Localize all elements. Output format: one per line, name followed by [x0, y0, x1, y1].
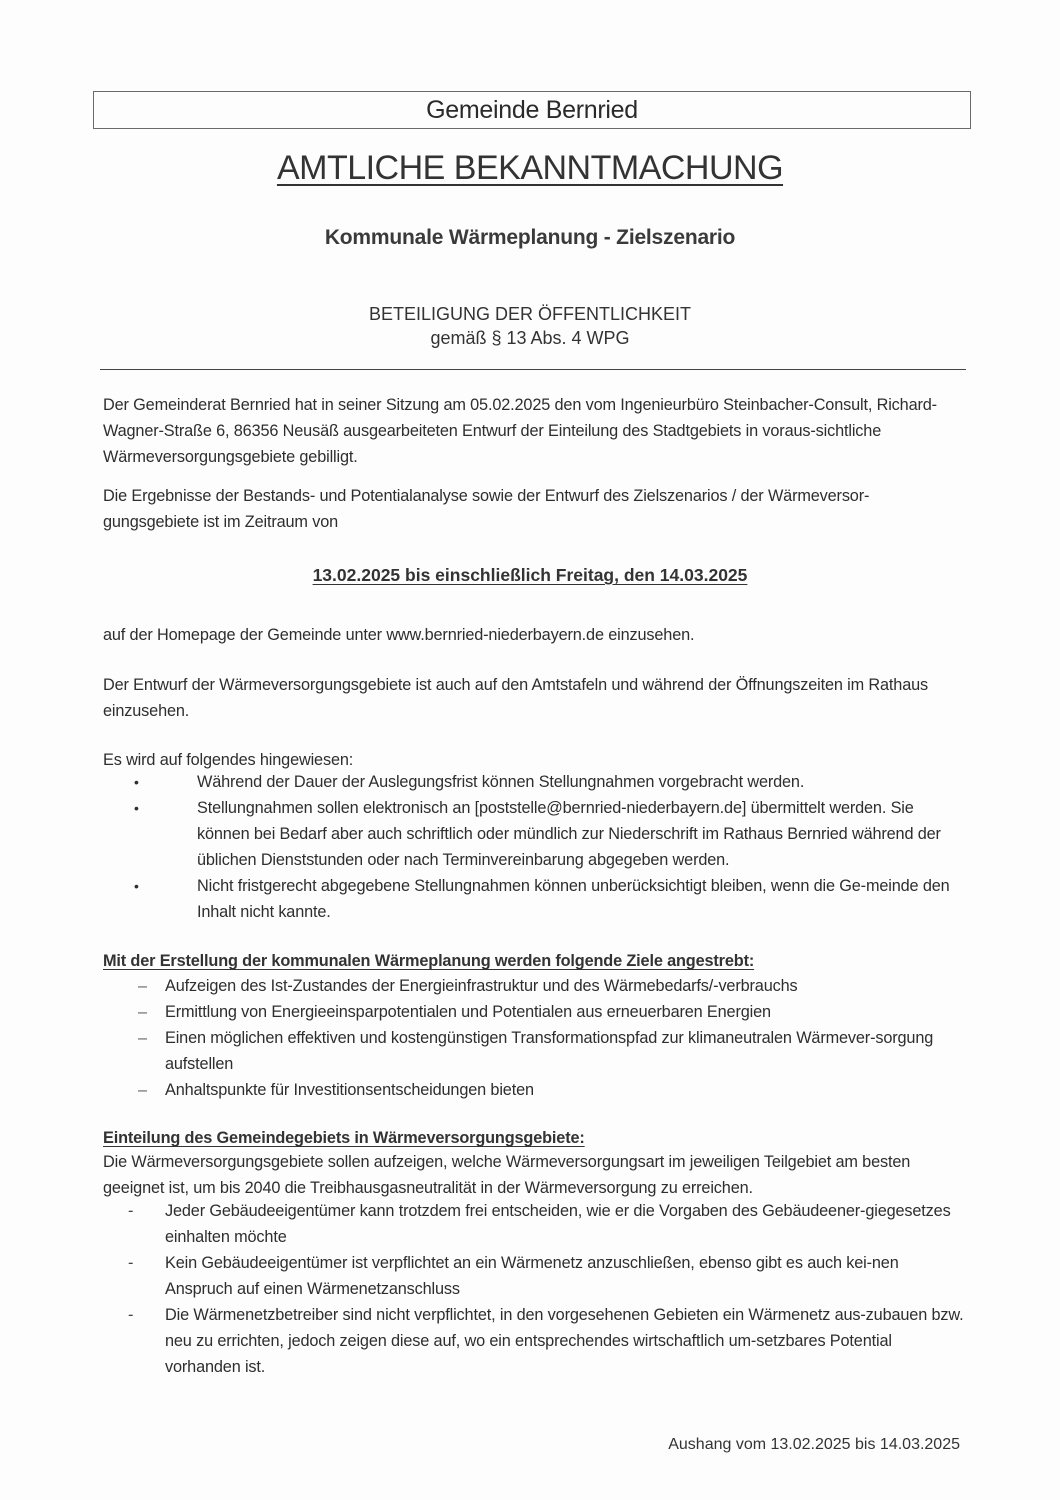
dash-icon: – [138, 1081, 147, 1099]
bullet-icon: • [134, 800, 139, 816]
hyphen-icon: - [128, 1254, 134, 1272]
notes-intro: Es wird auf folgendes hingewiesen: [103, 751, 354, 769]
list-item [103, 769, 965, 795]
legal-reference: gemäß § 13 Abs. 4 WPG [430, 328, 630, 348]
list-item-text: Die Wärmenetzbetreiber sind nicht verpflichtet, in den vorgesehenen Gebieten ein Wärmenetz aus-zubauen bzw. neu zu errichten, jedoch zeigen diese auf, wo ein entsprechendes wirtschaftlich um-setzbares Potential vorhanden ist. [165, 1306, 964, 1376]
list-item-text: Nicht fristgerecht abgegebene Stellungnahmen können unberücksichtigt bleiben, wenn die Ge-meinde den Inhalt nicht kannte. [197, 877, 950, 921]
division-heading: Einteilung des Gemeindegebiets in Wärmeversorgungsgebiete: [103, 1129, 585, 1147]
list-item [103, 973, 965, 999]
list-item-text: Ermittlung von Energieeinsparpotentialen und Potentialen aus erneuerbaren Energien [165, 1003, 771, 1021]
list-item [103, 873, 965, 925]
dash-icon: – [138, 1003, 147, 1021]
goals-heading: Mit der Erstellung der kommunalen Wärmeplanung werden folgende Ziele angestrebt: [103, 952, 755, 970]
list-item-text: Einen möglichen effektiven und kostengünstigen Transformationspfad zur klimaneutralen Wärmever-sorgung aufstellen [165, 1029, 934, 1073]
hyphen-icon: - [128, 1202, 134, 1220]
division-points-list [103, 1198, 965, 1380]
display-period-text: 13.02.2025 bis einschließlich Freitag, den 14.03.2025 [312, 565, 748, 585]
page-title [0, 148, 1060, 188]
bullet-icon: • [134, 774, 139, 790]
hyphen-icon: - [128, 1306, 134, 1324]
list-item [103, 1302, 965, 1380]
paragraph-council-decision: Der Gemeinderat Bernried hat in seiner Sitzung am 05.02.2025 den vom Ingenieurbüro Steinbacher-Consult, Richard-Wagner-Straße 6, 86356 Neusäß ausgearbeiteten Entwurf der Einteilung des Stadtgebiets in voraus-sichtliche Wärmeversorgungsgebiete gebilligt. [103, 396, 937, 466]
list-item [103, 1250, 965, 1302]
list-item [103, 999, 965, 1025]
horizontal-divider [100, 369, 966, 370]
paragraph-townhall: Der Entwurf der Wärmeversorgungsgebiete ist auch auf den Amtstafeln und während der Öffnungszeiten im Rathaus einzusehen. [103, 676, 929, 720]
notes-list [103, 769, 965, 925]
participation-block [0, 302, 1060, 350]
bullet-icon: • [134, 878, 139, 894]
display-period [0, 565, 1060, 586]
municipality-header-box [93, 91, 971, 129]
list-item-text: Jeder Gebäudeeigentümer kann trotzdem frei entscheiden, wie er die Vorgaben des Gebäudeener-giegesetzes einhalten möchte [165, 1202, 951, 1246]
announcement-title: AMTLICHE BEKANNTMACHUNG [276, 149, 784, 187]
dash-icon: – [138, 977, 147, 995]
list-item-text: Aufzeigen des Ist-Zustandes der Energieinfrastruktur und des Wärmebedarfs/-verbrauchs [165, 977, 798, 995]
goals-list [103, 973, 965, 1103]
list-item-text: Während der Dauer der Auslegungsfrist können Stellungnahmen vorgebracht werden. [197, 773, 805, 791]
document-subtitle: Kommunale Wärmeplanung - Zielszenario [324, 226, 736, 249]
paragraph-results: Die Ergebnisse der Bestands- und Potentialanalyse sowie der Entwurf des Zielszenarios / der Wärmeversor-gungsgebiete ist im Zeitraum von [103, 487, 870, 531]
paragraph-homepage: auf der Homepage der Gemeinde unter www.bernried-niederbayern.de einzusehen. [103, 626, 695, 644]
list-item [103, 1025, 965, 1077]
list-item-text: Anhaltspunkte für Investitionsentscheidungen bieten [165, 1081, 534, 1099]
municipality-name: Gemeinde Bernried [426, 96, 638, 124]
division-text: Die Wärmeversorgungsgebiete sollen aufzeigen, welche Wärmeversorgungsart im jeweiligen Teilgebiet am besten geeignet ist, um bis 2040 die Treibhausgasneutralität in der Wärmeversorgung zu erreichen. [103, 1153, 911, 1197]
list-item-text: Stellungnahmen sollen elektronisch an [poststelle@bernried-niederbayern.de] übermittelt werden. Sie können bei Bedarf aber auch schriftlich oder mündlich zur Niederschrift im Rathaus Bernried während der üblichen Dienststunden oder nach Terminvereinbarung abgegeben werden. [197, 799, 941, 869]
posting-period-footer: Aushang vom 13.02.2025 bis 14.03.2025 [668, 1436, 960, 1453]
list-item [103, 1198, 965, 1250]
list-item [103, 795, 965, 873]
list-item [103, 1077, 965, 1103]
dash-icon: – [138, 1029, 147, 1047]
participation-heading: BETEILIGUNG DER ÖFFENTLICHKEIT [368, 304, 692, 324]
list-item-text: Kein Gebäudeeigentümer ist verpflichtet an ein Wärmenetz anzuschließen, ebenso gibt es auch kei-nen Anspruch auf einen Wärmenetzanschluss [165, 1254, 899, 1298]
